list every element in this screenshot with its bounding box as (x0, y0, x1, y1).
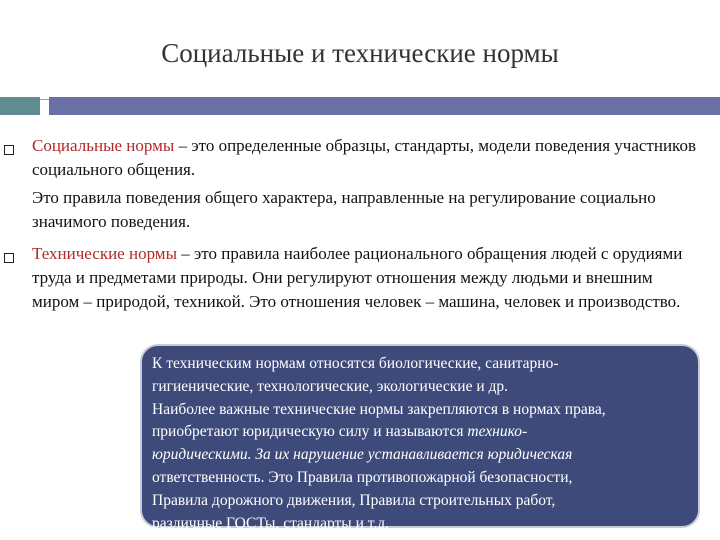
callout-line: Правила дорожного движения, Правила строительных работ, (152, 491, 556, 509)
callout-line: юридическими. За их нарушение устанавливается юридическая (152, 446, 573, 464)
callout-line: гигиенические, технологические, экологические и др. (152, 377, 509, 395)
title-accent-bar-teal (0, 97, 40, 115)
sub-paragraph: Это правила поведения общего характера, направленные на регулирование социально значимого поведения. (32, 188, 656, 231)
square-bullet-icon (4, 145, 14, 155)
definition-social-norms: – это определенные образцы, стандарты, модели поведения участников социального общения. (32, 136, 696, 179)
callout-line: К техническим нормам относятся биологические, санитарно- (152, 355, 559, 372)
callout-box (140, 344, 700, 532)
title-accent-bar-blue (49, 97, 720, 115)
callout-italic-text: технико- (467, 423, 528, 441)
slide-title: Социальные и технические нормы (161, 38, 559, 68)
definition-technical-norms: – это правила наиболее рационального обращения людей с орудиями труда и предметами природы. Они регулируют отношения между людьми и внешним миром – природой, техникой. Это отношения человек – машина, человек и производство. (32, 244, 683, 311)
square-bullet-icon (4, 253, 14, 263)
callout-line (152, 421, 688, 444)
bullet-social-norms (32, 134, 700, 182)
term-social-norms: Социальные нормы (32, 136, 175, 155)
bullet-technical-norms (32, 242, 700, 314)
callout-line: различные ГОСТы, стандарты и т.д. (152, 514, 390, 532)
term-technical-norms: Технические нормы (32, 244, 177, 263)
callout-text: приобретают юридическую силу и называются (152, 423, 468, 441)
callout-line: ответственность. Это Правила противопожарной безопасности, (152, 468, 573, 486)
callout-line: Наиболее важные технические нормы закрепляются в нормах права, (152, 400, 606, 418)
